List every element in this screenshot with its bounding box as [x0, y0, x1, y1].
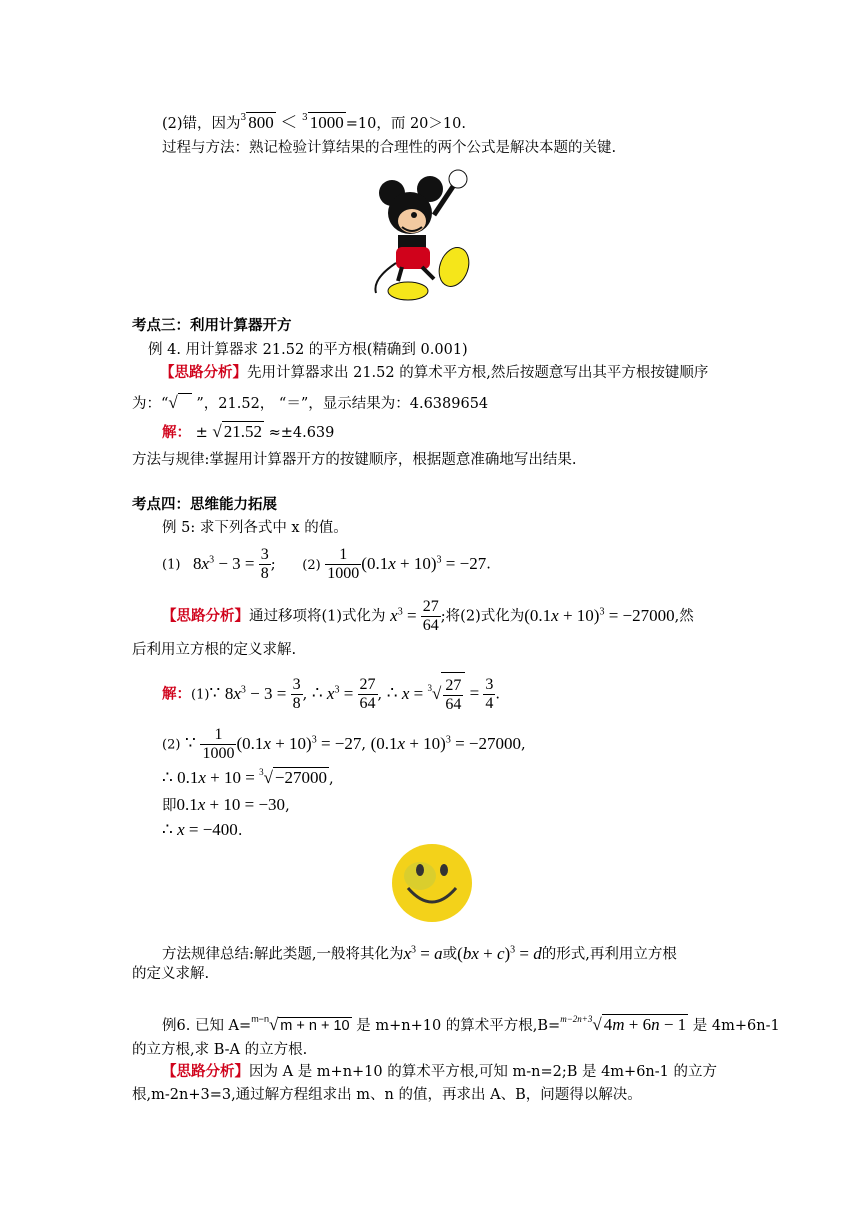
mickey-mouse-image — [362, 163, 496, 310]
analysis-5: 【思路分析】通过移项将(1)式化为 $x^3$ = $\frac{27}{64}$ ;将(2)式化为$(0.1x + 10)^3 = -27000$,然 — [162, 598, 694, 635]
radical-1000: 1000 — [309, 113, 344, 132]
solution-5-step3: ∴ 0.1x + 10 = $^3$√ −27000 , — [162, 767, 334, 787]
example-5: 例 5: 求下列各式中 x 的值。 — [162, 520, 348, 536]
solution-5-step5: ∴ x = −400. — [162, 820, 243, 839]
solution-5-part1: 解：(1)∵ $8x^3 - 3$ = $\frac{3}{8}$ , ∴ $x^3$ = $\frac{27}{64}$ , ∴ x = $^3$√ $\frac{27}{64}$ = $\frac{3}{4}$ . — [162, 668, 500, 718]
example-5-equations: (1) $8x^3 - 3$ = $\frac{3}{8}$ ; (2) $\frac{1}{1000}$ $(0.1x + 10)^3 = -27$. — [162, 546, 491, 583]
analysis-5-line2: 后利用立方根的定义求解. — [132, 642, 297, 658]
sqrt-key-icon: √ — [168, 393, 191, 412]
example-4: 例 4. 用计算器求 21.52 的平方根(精确到 0.001) — [148, 342, 468, 358]
radical-800: 800 — [248, 113, 274, 132]
solution-4: 解： ± √ 21.52 ≈±4.639 — [162, 422, 335, 441]
solution-5-step4: 即0.1x + 10 = −30, — [162, 795, 290, 814]
analysis-4: 【思路分析】先用计算器求出 21.52 的算术平方根,然后按题意写出其平方根按键顺序 — [160, 364, 709, 381]
summary-line2: 的定义求解. — [132, 966, 210, 982]
smiley-face-image — [390, 842, 474, 924]
analysis-6: 【思路分析】因为 A 是 m+n+10 的算术平方根,可知 m-n=2;B 是 4m+6n-1 的立方 — [162, 1063, 718, 1080]
process-method-text: 过程与方法：熟记检验计算结果的合理性的两个公式是解决本题的关键. — [162, 140, 617, 156]
analysis-6-line2: 根,m-2n+3=3,通过解方程组求出 m、n 的值，再求出 A、B，问题得以解决。 — [132, 1087, 642, 1103]
summary: 方法规律总结:解此类题,一般将其化为$x^3 = a$或(bx + c)$^3$ = d的形式,再利用立方根 — [162, 943, 677, 963]
line-cube-root-compare: (2)错，因为$^3$ 800 ＜ $^3$ 1000 =10，而 20＞10. — [162, 113, 466, 132]
section-heading-3: 考点三：利用计算器开方 — [132, 317, 292, 334]
example-6: 例6. 已知 A=$^{m-n}$√ m + n + 10 是 m+n+10 的算术平方根,B=$^{m-2n+3}$√ 4m + 6n − 1 是 4m+6n-1 — [162, 1014, 780, 1034]
solution-5-part2: (2) ∵ $\frac{1}{1000}$ $(0.1x + 10)^3 = -27$, $(0.1x + 10)^3 = -27000$, — [162, 726, 526, 763]
example-6-line2: 的立方根,求 B-A 的立方根. — [132, 1042, 308, 1058]
section-heading-4: 考点四：思维能力拓展 — [132, 496, 277, 513]
method-4: 方法与规律:掌握用计算器开方的按键顺序，根据题意准确地写出结果. — [132, 452, 577, 468]
analysis-4-keys: 为：“√ ”，21.52， “＝”，显示结果为：4.6389654 — [132, 393, 489, 412]
